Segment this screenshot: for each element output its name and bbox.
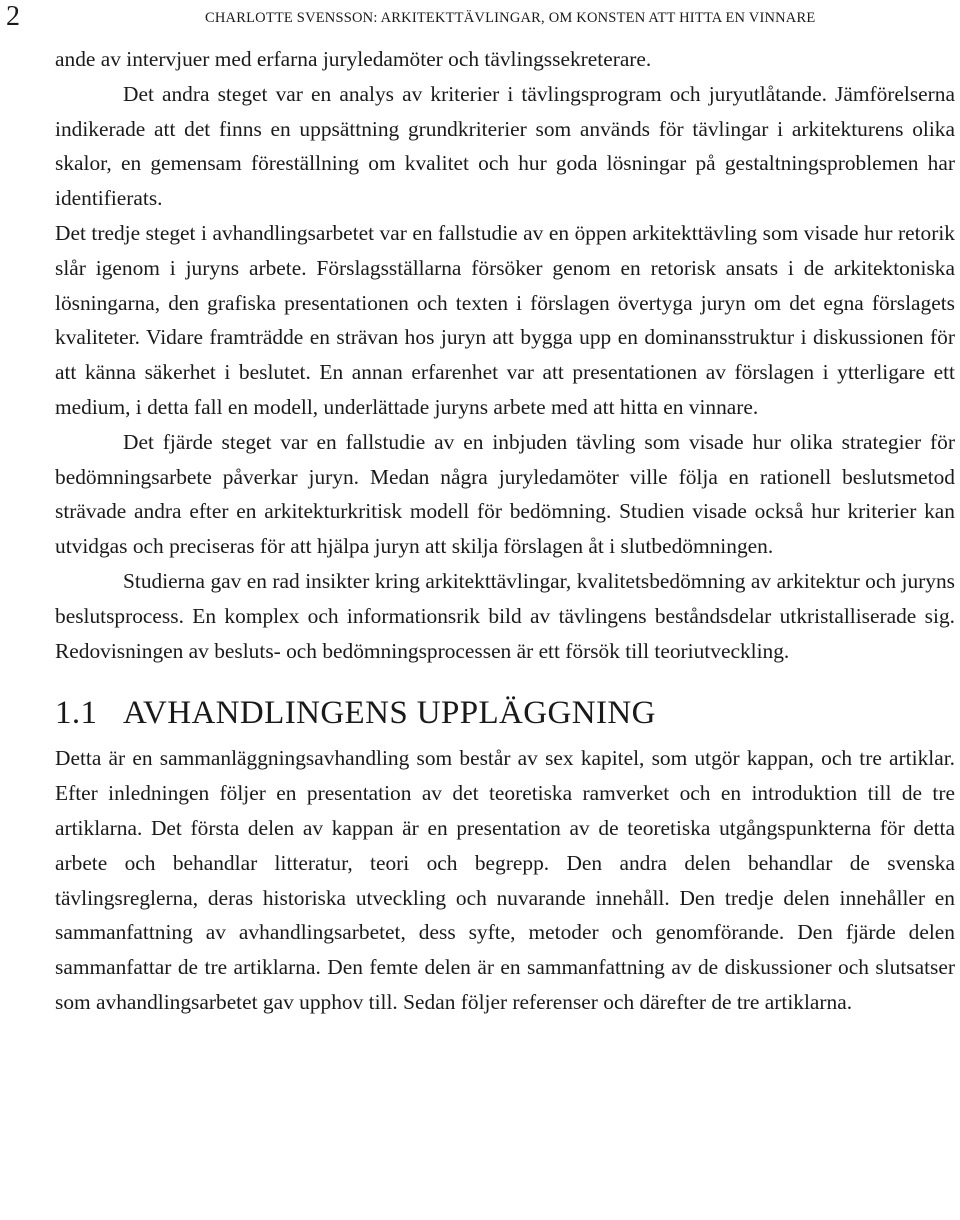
section-paragraph: Detta är en sammanläggningsavhandling som består av sex kapitel, som utgör kappan, och tre artiklar. Efter inledningen följer en presentation av det teoretiska ramverket och en introduktion till de tre artiklarna. Det första delen av kappan är en presentation av de teoretiska utgångspunkterna för detta arbete och behandlar litteratur, teori och begrepp. Den andra delen behandlar de svenska tävlingsreglerna, deras historiska utveckling och nuvarande innehåll. Den tredje delen innehåller en sammanfattning av avhandlingsarbetet, dess syfte, metoder och genomförande. Den fjärde delen sammanfattar de tre artiklarna. Den femte delen är en sammanfattning av de diskussioner och slutsatser som avhandlingsarbetet gav upphov till. Sedan följer referenser och därefter de tre artiklarna. xyxy=(55,746,955,1014)
body-text xyxy=(55,42,955,1020)
running-head: CHARLOTTE SVENSSON: ARKITEKTTÄVLINGAR, OM KONSTEN ATT HITTA EN VINNARE xyxy=(205,10,816,26)
page-number: 2 xyxy=(6,1,20,32)
paragraph-second-step: Det andra steget var en analys av kriterier i tävlingsprogram och juryutlåtande. Jämförelserna indikerade att det finns en uppsättning grundkriterier som används för tävlingar i arkitekturens olika skalor, en gemensam föreställning om kvalitet och hur goda lösningar på gestaltningsproblemen har identifierats. xyxy=(55,81,955,211)
paragraph-insights: Studierna gav en rad insikter kring arkitekttävlingar, kvalitetsbedömning av arkitektur och juryns beslutsprocess. En komplex och informationsrik bild av tävlingens beståndsdelar utkristalliserade sig. Redovisningen av besluts- och bedömningsprocessen är ett försök till teoriutveckling. xyxy=(55,568,955,663)
paragraph-continuation: ande av intervjuer med erfarna juryledamöter och tävlingssekreterare. xyxy=(55,47,652,71)
section-number: 1.1 xyxy=(55,694,98,731)
section-heading xyxy=(55,687,955,739)
section-title: AVHANDLINGENS UPPLÄGGNING xyxy=(123,694,656,731)
paragraph-third-step: Det tredje steget i avhandlingsarbetet var en fallstudie av en öppen arkitekttävling som visade hur retorik slår igenom i juryns arbete. Förslagsställarna försöker genom en retorisk ansats i de arkitektoniska lösningarna, den grafiska presentationen och texten i förslagen övertyga juryn om det egna förslagets kvaliteter. Vidare framträdde en strävan hos juryn att bygga upp en dominansstruktur i diskussionen för att känna säkerhet i beslutet. En annan erfarenhet var att presentationen av förslagen i ytterligare ett medium, i detta fall en modell, underlättade juryns arbete med att hitta en vinnare. xyxy=(55,220,955,419)
paragraph-fourth-step: Det fjärde steget var en fallstudie av en inbjuden tävling som visade hur olika strategier för bedömningsarbete påverkar juryn. Medan några juryledamöter ville följa en rationell beslutsmetod strävade andra efter en arkitekturkritisk modell för bedömning. Studien visade också hur kriterier kan utvidgas och preciseras för att hjälpa juryn att skilja förslagen åt i slutbedömningen. xyxy=(55,429,955,559)
